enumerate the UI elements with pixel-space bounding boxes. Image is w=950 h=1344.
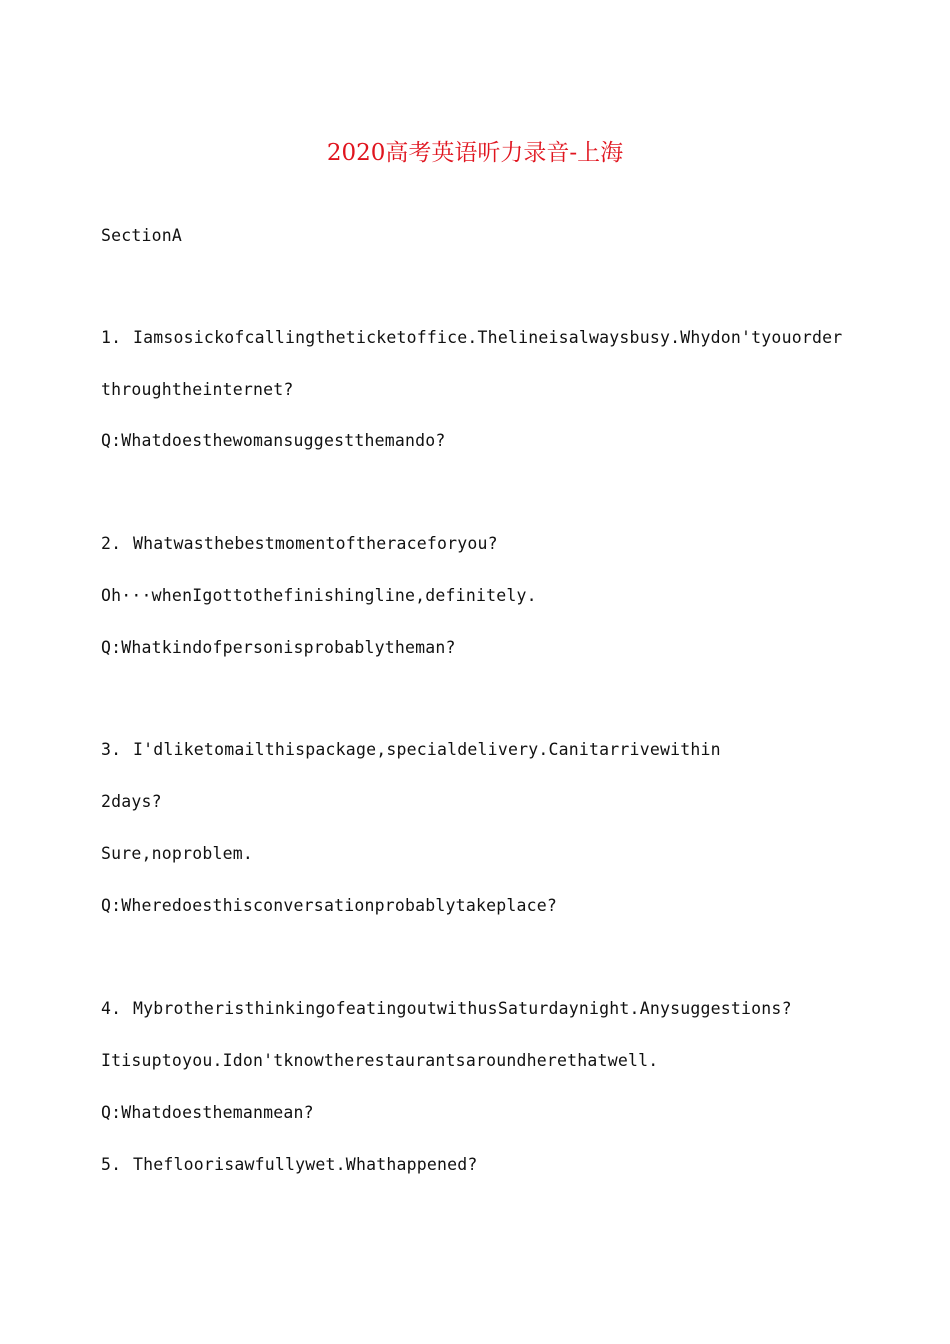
q5-number: 5. [101,1155,122,1174]
q4-text-1: MybrotheristhinkingofeatingoutwithusSaturdaynight.Anysuggestions? [133,999,792,1018]
q4-number: 4. [101,999,122,1018]
q4-line-1 [101,999,792,1018]
q3-text-1: I'dliketomailthispackage,specialdelivery.Canitarrivewithin [133,740,721,759]
q3-line-1 [101,740,721,759]
q5-line-1 [101,1155,478,1174]
q1-line-2: throughtheinternet? [101,380,294,399]
q1-text-1: Iamsosickofcallingtheticketoffice.Thelineisalwaysbusy.Whydon'tyouorder [133,328,843,347]
q3-number: 3. [101,740,122,759]
q2-line-2: Oh···whenIgottothefinishingline,definitely. [101,586,537,605]
q4-question: Q:Whatdoesthemanmean? [101,1103,314,1122]
q2-line-1 [101,534,498,553]
section-heading: SectionA [101,226,183,245]
q1-line-1 [101,328,842,347]
q2-number: 2. [101,534,122,553]
q1-question: Q:Whatdoesthewomansuggestthemando? [101,431,446,450]
q3-question: Q:Wheredoesthisconversationprobablytakeplace? [101,896,558,915]
q5-text-1: Thefloorisawfullywet.Whathappened? [133,1155,478,1174]
q4-line-2: Itisuptoyou.Idon'tknowtherestaurantsaroundherethatwell. [101,1051,659,1070]
q2-text-1: Whatwasthebestmomentoftheraceforyou? [133,534,498,553]
q3-line-3: Sure,noproblem. [101,844,254,863]
document-title: 2020高考英语听力录音-上海 [326,140,624,166]
q1-number: 1. [101,328,122,347]
q2-question: Q:Whatkindofpersonisprobablytheman? [101,638,456,657]
q3-line-2: 2days? [101,792,162,811]
